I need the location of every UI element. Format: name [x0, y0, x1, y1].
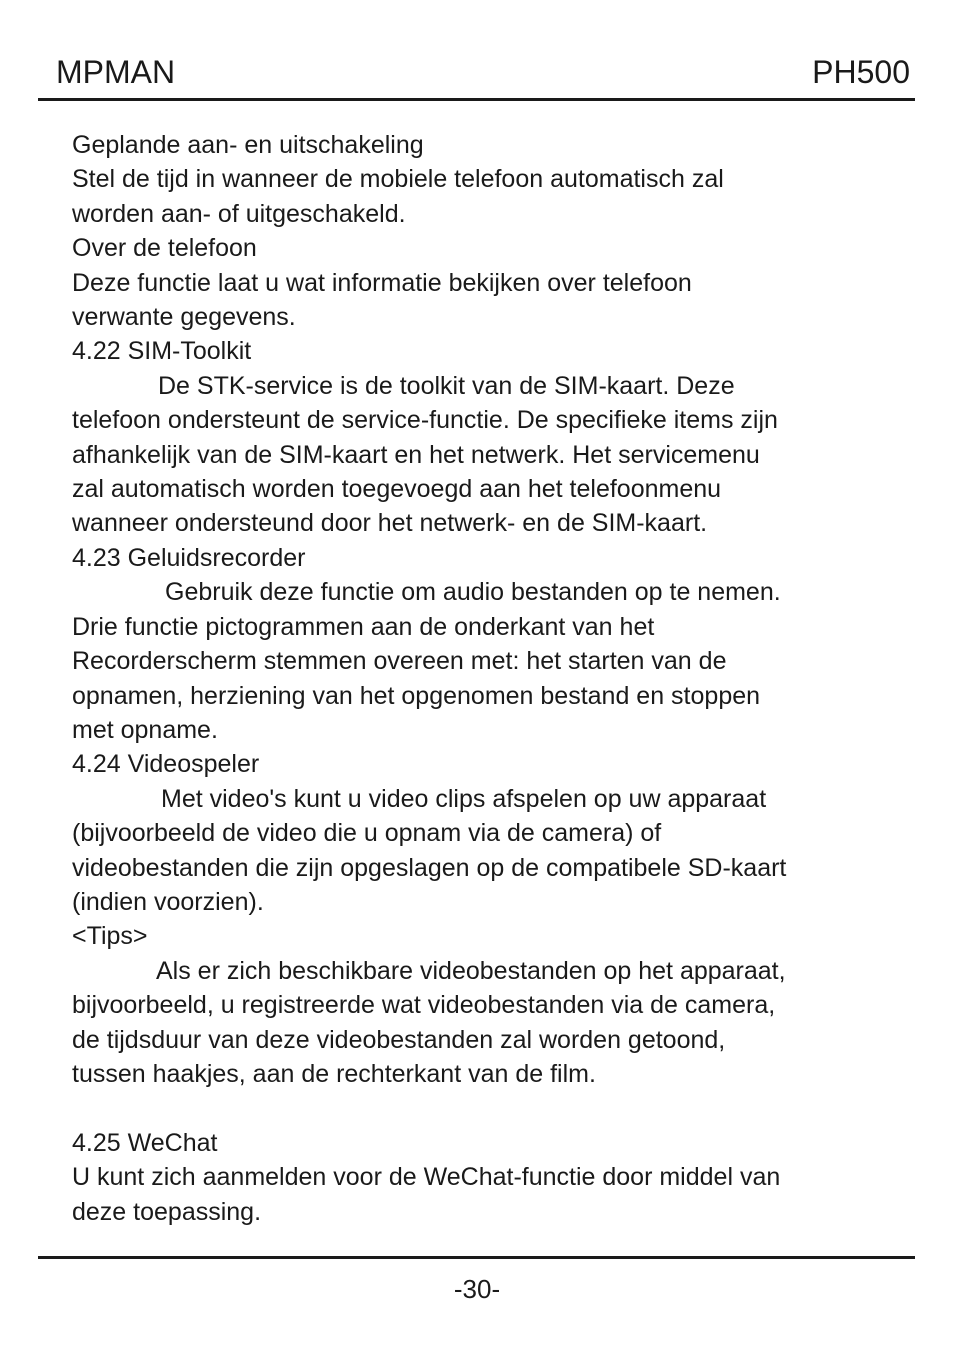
section-heading-sound-recorder: 4.23 Geluidsrecorder	[72, 543, 306, 572]
page-header	[38, 52, 914, 100]
body-line: de tijdsduur van deze videobestanden zal worden getoond,	[72, 1025, 726, 1054]
body-line: afhankelijk van de SIM-kaart en het netwerk. Het servicemenu	[72, 440, 760, 469]
body-line: (indien voorzien).	[72, 887, 264, 916]
body-line: bijvoorbeeld, u registreerde wat videobestanden via de camera,	[72, 991, 776, 1020]
section-heading-video-player: 4.24 Videospeler	[72, 750, 260, 779]
body-line: videobestanden die zijn opgeslagen op de compatibele SD-kaart	[72, 853, 787, 882]
body-line: Stel de tijd in wanneer de mobiele telefoon automatisch zal	[72, 165, 724, 194]
body-line: Gebruik deze functie om audio bestanden op te nemen.	[165, 578, 781, 607]
body-line: De STK-service is de toolkit van de SIM-kaart. Deze	[158, 371, 735, 400]
body-line: met opname.	[72, 715, 218, 744]
body-line: Deze functie laat u wat informatie bekijken over telefoon	[72, 268, 692, 297]
section-heading-wechat: 4.25 WeChat	[72, 1128, 218, 1157]
body-line: deze toepassing.	[72, 1197, 262, 1226]
body-line: U kunt zich aanmelden voor de WeChat-functie door middel van	[72, 1163, 781, 1192]
section-heading-sim-toolkit: 4.22 SIM-Toolkit	[72, 337, 252, 366]
tips-label: <Tips>	[72, 922, 148, 951]
model-name: PH500	[812, 54, 910, 90]
page-number: -30-	[453, 1274, 501, 1304]
body-line: verwante gegevens.	[72, 303, 296, 332]
body-line: telefoon ondersteunt de service-functie. De specifieke items zijn	[72, 406, 778, 435]
blank-line	[72, 1091, 902, 1125]
body-line: wanneer ondersteund door het netwerk- en de SIM-kaart.	[72, 509, 708, 538]
brand-name: MPMAN	[56, 54, 176, 90]
header-divider	[38, 98, 915, 101]
body-line: Drie functie pictogrammen aan de onderkant van het	[72, 612, 655, 641]
body-line: (bijvoorbeeld de video die u opnam via de camera) of	[72, 819, 662, 848]
heading-about-phone: Over de telefoon	[72, 234, 257, 263]
page-body	[72, 128, 902, 1229]
body-line: opnamen, herziening van het opgenomen bestand en stoppen	[72, 681, 761, 710]
body-line: Als er zich beschikbare videobestanden op het apparaat,	[156, 956, 786, 985]
body-line: Recorderscherm stemmen overeen met: het starten van de	[72, 647, 727, 676]
body-line: zal automatisch worden toegevoegd aan het telefoonmenu	[72, 475, 722, 504]
footer-divider	[38, 1256, 915, 1259]
body-line: tussen haakjes, aan de rechterkant van de film.	[72, 1059, 596, 1088]
body-line: worden aan- of uitgeschakeld.	[72, 199, 406, 228]
body-line: Met video's kunt u video clips afspelen op uw apparaat	[161, 784, 767, 813]
heading-scheduled-power: Geplande aan- en uitschakeling	[72, 131, 424, 159]
